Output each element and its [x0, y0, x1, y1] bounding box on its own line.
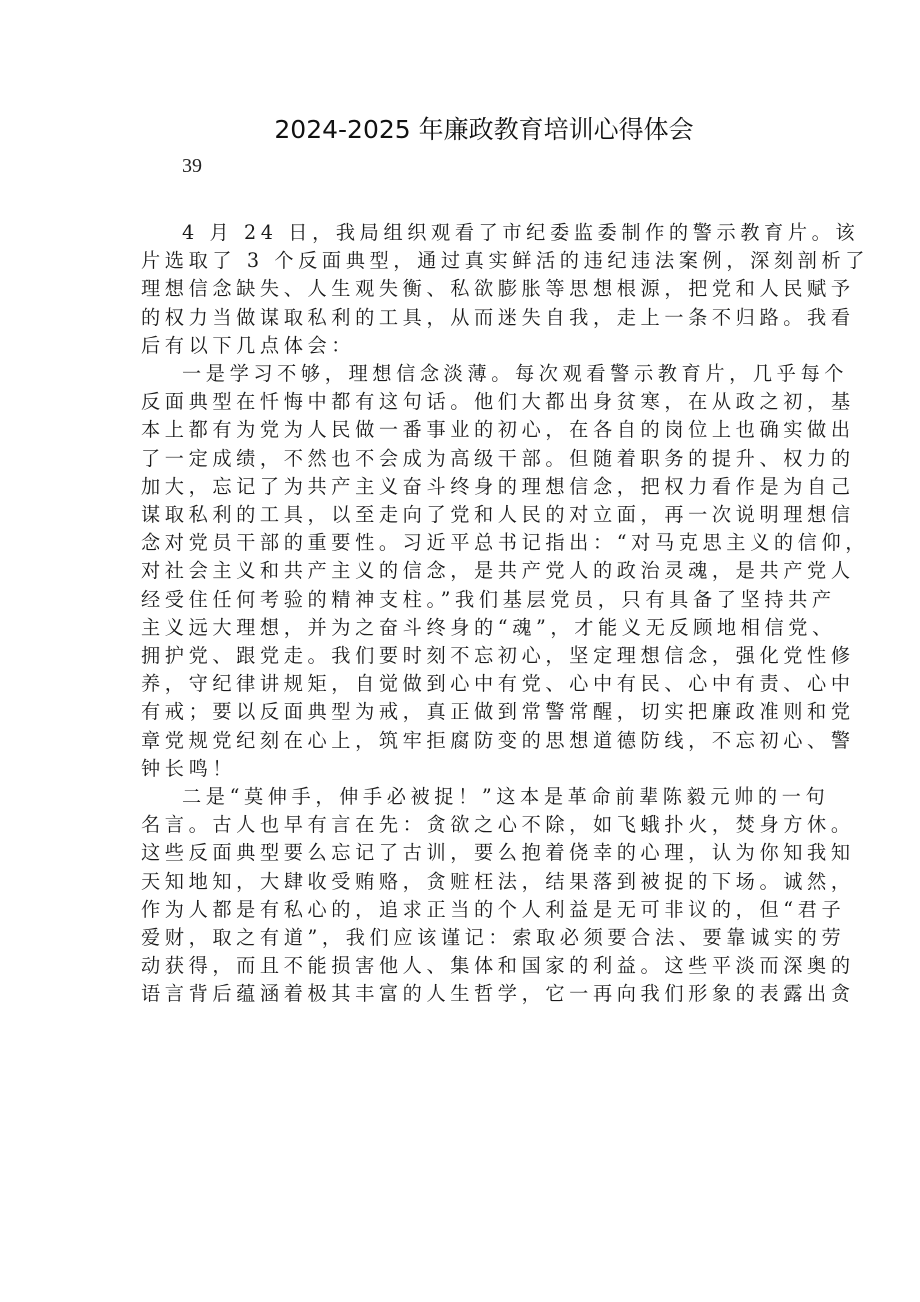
text-line: 钟长鸣！ [141, 756, 237, 780]
text-line: 名言。古人也早有言在先：贪欲之心不除，如飞蛾扑火，焚身方休。 [141, 813, 855, 837]
text-line: 主义远大理想，并为之奋斗终身的“魂”，才能义无反顾地相信党、 [141, 615, 836, 639]
text-line: 章党规党纪刻在心上，筑牢拒腐防变的思想道德防线，不忘初心、警 [141, 728, 855, 752]
text-line: 本上都有为党为人民做一番事业的初心，在各自的岗位上也确实做出 [141, 418, 855, 442]
text-line: 动获得，而且不能损害他人、集体和国家的利益。这些平淡而深奥的 [141, 954, 855, 978]
text-line: 后有以下几点体会： [141, 333, 356, 357]
text-line: 这些反面典型要么忘记了古训，要么抱着侥幸的心理，认为你知我知 [141, 841, 855, 865]
text-line: 了一定成绩，不然也不会成为高级干部。但随着职务的提升、权力的 [141, 446, 855, 470]
text-line: 谋取私利的工具，以至走向了党和人民的对立面，再一次说明理想信 [141, 503, 855, 527]
text-line: 经受住任何考验的精神支柱。”我们基层党员，只有具备了坚持共产 [141, 587, 836, 611]
text-line: 理想信念缺失、人生观失衡、私欲膨胀等思想根源，把党和人民赋予 [141, 277, 855, 301]
paragraph-3 [141, 783, 855, 1009]
page-number: 39 [182, 155, 202, 177]
text-line: 加大，忘记了为共产主义奋斗终身的理想信念，把权力看作是为自己 [141, 474, 855, 498]
document-title: 2024-2025 年廉政教育培训心得体会 [274, 115, 694, 144]
paragraph-1 [141, 219, 870, 360]
text-line: 4 月 24 日，我局组织观看了市纪委监委制作的警示教育片。该 [182, 221, 860, 244]
text-line: 有戒；要以反面典型为戒，真正做到常警常醒，切实把廉政准则和党 [141, 700, 855, 724]
text-line: 拥护党、跟党走。我们要时刻不忘初心，坚定理想信念，强化党性修 [141, 644, 855, 668]
text-line: 二是“莫伸手，伸手必被捉！”这本是革命前辈陈毅元帅的一句 [182, 785, 830, 809]
text-line: 念对党员干部的重要性。习近平总书记指出：“对马克思主义的信仰， [141, 531, 870, 555]
text-line: 反面典型在忏悔中都有这句话。他们大都出身贫寒，在从政之初，基 [141, 390, 855, 414]
text-line: 作为人都是有私心的，追求正当的个人利益是无可非议的，但“君子 [141, 897, 846, 921]
text-line: 片选取了 3 个反面典型，通过真实鲜活的违纪违法案例，深刻剖析了 [141, 249, 870, 273]
text-line: 一是学习不够，理想信念淡薄。每次观看警示教育片，几乎每个 [182, 362, 849, 386]
text-line: 的权力当做谋取私利的工具，从而迷失自我，走上一条不归路。我看 [141, 305, 855, 329]
text-line: 语言背后蕴涵着极其丰富的人生哲学，它一再向我们形象的表露出贪 [141, 982, 855, 1006]
paragraph-2 [141, 360, 870, 783]
text-line: 对社会主义和共产主义的信念，是共产党人的政治灵魂，是共产党人 [141, 559, 855, 583]
text-line: 爱财，取之有道”，我们应该谨记：索取必须要合法、要靠诚实的劳 [141, 926, 846, 950]
text-line: 养，守纪律讲规矩，自觉做到心中有党、心中有民、心中有责、心中 [141, 672, 855, 696]
text-line: 天知地知，大肆收受贿赂，贪赃枉法，结果落到被捉的下场。诚然， [141, 869, 855, 893]
document-body [141, 219, 870, 1009]
